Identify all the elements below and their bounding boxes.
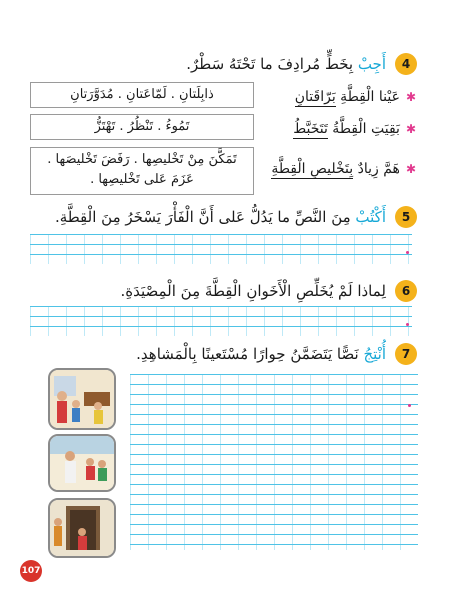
q4-row1-prefix: عَيْنا الْقِطَّةِ — [335, 89, 400, 105]
doorway-scene-illustration — [50, 500, 114, 556]
star-bullet-icon: ✱ — [405, 90, 416, 104]
q6-number: 6 — [401, 284, 411, 298]
q4-row2-options-box[interactable] — [30, 114, 254, 140]
q5-instruction — [55, 206, 386, 228]
q4-row2-underlined: تَتَخَبَّطُ — [293, 121, 328, 137]
q6-margin-dot — [406, 323, 409, 326]
star-bullet-icon: ✱ — [405, 122, 416, 136]
doorway-scene-image — [48, 498, 116, 558]
q7-number-badge — [395, 343, 417, 365]
star-bullet-icon: ✱ — [405, 162, 416, 176]
family-scene-illustration — [50, 370, 114, 428]
q4-row3-options-line1: تَمَكَّنَ مِنْ تَخْليصِها . رَفَضَ تَخْليصَها . — [47, 152, 237, 167]
q7-verb: أُنْتِجُ — [363, 345, 386, 363]
q7-margin-dot — [408, 404, 411, 407]
q5-number: 5 — [401, 210, 411, 224]
q7-instruction — [136, 343, 386, 365]
q4-row3-options-line2: عَزَمَ عَلى تَخْليصِها . — [90, 172, 194, 187]
q6-answer-lines[interactable] — [30, 306, 412, 336]
q4-row1-phrase — [295, 86, 416, 108]
page-number-badge — [20, 560, 42, 582]
q4-row1-options-box[interactable] — [30, 82, 254, 108]
q4-row3-underlined: بِتَخْليصِ الْقِطَّةِ — [271, 161, 354, 177]
q4-verb: أَجِبْ — [357, 55, 386, 73]
q5-number-badge — [395, 206, 417, 228]
shop-scene-image — [48, 434, 116, 492]
q4-row3-options-box[interactable] — [30, 147, 254, 195]
q7-instruction-text: نَصًّا يَتَضَمَّنُ حِوارًا مُسْتَعينًا بِالْمَشاهِدِ. — [136, 345, 364, 363]
shop-scene-illustration — [50, 436, 114, 490]
q4-number: 4 — [401, 57, 411, 71]
q4-row1-options: ذابِلَتانِ . لَمّاعَتانِ . مُدَوَّرَتانِ — [70, 87, 214, 102]
q7-number: 7 — [401, 347, 411, 361]
family-scene-image — [48, 368, 116, 430]
q5-verb: أَكْتُبْ — [355, 208, 386, 226]
q5-answer-lines[interactable] — [30, 234, 412, 264]
q4-row2-options: تَمُوءُ . تَنْظُرُ . تَهْتَزُّ — [94, 119, 190, 134]
q4-row2-phrase — [293, 118, 416, 140]
q4-row2-prefix: بَقِيَتِ الْقِطَّةُ — [327, 121, 400, 137]
q6-instruction: لِماذا لَمْ يُخَلِّصِ الْأَخَوانِ الْقِطَّةَ مِنَ الْمِصْيَدَةِ. — [120, 282, 386, 300]
q4-row3-prefix: هَمَّ زِيادٌ — [353, 161, 400, 177]
q4-instruction — [186, 53, 386, 75]
q4-row3-phrase — [271, 158, 416, 180]
q4-number-badge — [395, 53, 417, 75]
q5-instruction-text: مِنَ النَّصِّ ما يَدُلُّ عَلى أَنَّ الْفَأْرَ يَسْخَرُ مِنَ الْقِطَّةِ. — [54, 208, 356, 226]
page-number: 107 — [21, 566, 41, 576]
q5-margin-dot — [406, 251, 409, 254]
q4-row1-underlined: بَرّاقَتانِ — [294, 89, 336, 105]
q7-answer-lines[interactable] — [130, 374, 418, 550]
q6-number-badge — [395, 280, 417, 302]
q4-instruction-text: بِخَطٍّ مُرادِفَ ما تَحْتَهُ سَطْرٌ. — [186, 55, 358, 73]
